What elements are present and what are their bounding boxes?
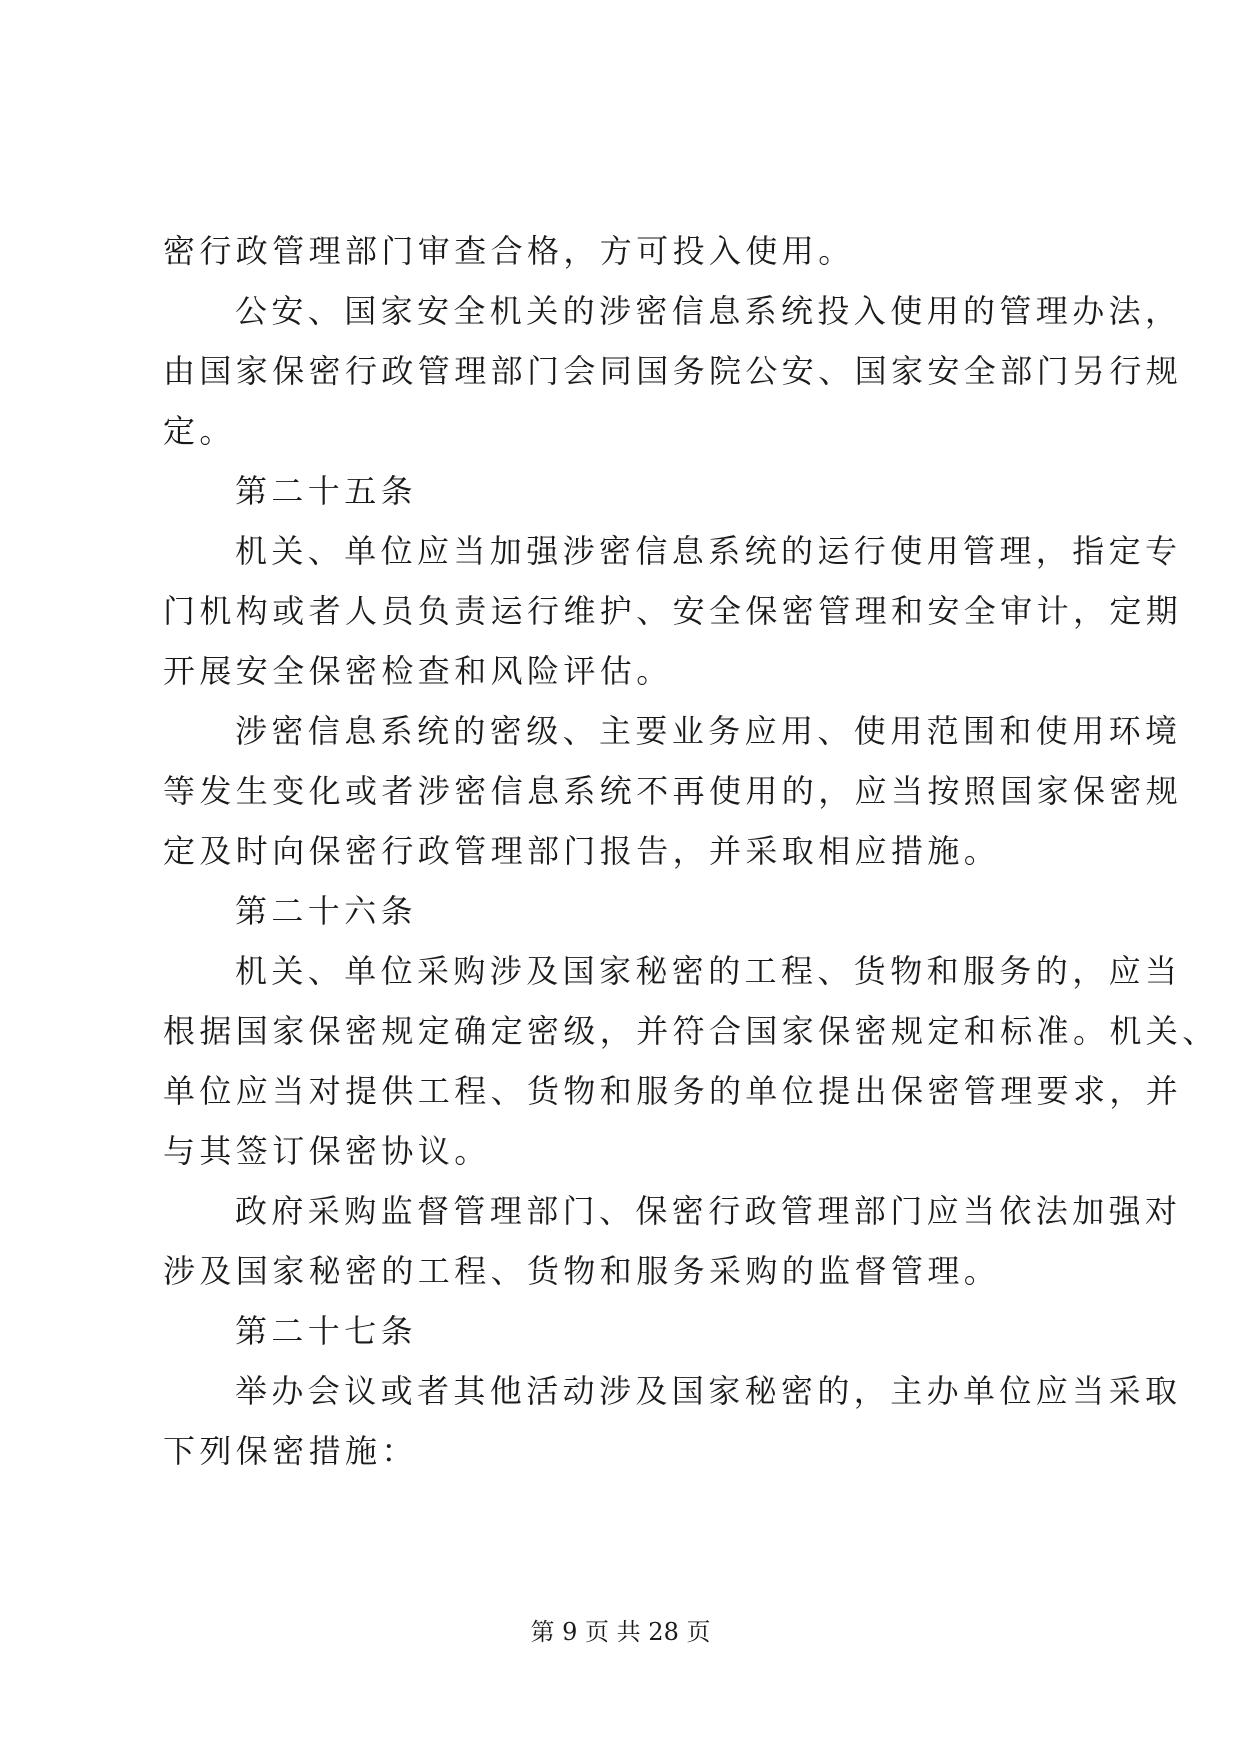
text-line: 密行政管理部门审查合格，方可投入使用。 [163,232,855,270]
document-body [163,221,1219,1481]
page-footer [0,1612,1241,1647]
text-line: 根据国家保密规定确定密级，并符合国家保密规定和标准。机关、 [163,1012,1219,1050]
text-line: 定及时向保密行政管理部门报告，并采取相应措施。 [163,832,1001,870]
text-line: 由国家保密行政管理部门会同国务院公安、国家安全部门另行规 [163,352,1183,390]
text-line: 门机构或者人员负责运行维护、安全保密管理和安全审计，定期 [163,592,1183,630]
text-line: 举办会议或者其他活动涉及国家秘密的，主办单位应当采取 [235,1372,1182,1410]
text-line: 与其签订保密协议。 [163,1132,491,1170]
article-heading: 第二十六条 [235,892,418,930]
text-line: 下列保密措施： [163,1432,418,1470]
article-heading: 第二十五条 [235,472,418,510]
text-line: 机关、单位采购涉及国家秘密的工程、货物和服务的，应当 [235,952,1182,990]
text-line: 公安、国家安全机关的涉密信息系统投入使用的管理办法， [235,292,1182,330]
text-line: 定。 [163,412,236,450]
article-heading: 第二十七条 [235,1312,418,1350]
text-line: 等发生变化或者涉密信息系统不再使用的，应当按照国家保密规 [163,772,1183,810]
text-line: 涉密信息系统的密级、主要业务应用、使用范围和使用环境 [235,712,1182,750]
text-line: 涉及国家秘密的工程、货物和服务采购的监督管理。 [163,1252,1001,1290]
text-line: 开展安全保密检查和风险评估。 [163,652,673,690]
page-number-label: 第 9 页 共 28 页 [530,1618,711,1646]
text-line: 机关、单位应当加强涉密信息系统的运行使用管理，指定专 [235,532,1182,570]
text-line: 单位应当对提供工程、货物和服务的单位提出保密管理要求，并 [163,1072,1183,1110]
text-line: 政府采购监督管理部门、保密行政管理部门应当依法加强对 [235,1192,1182,1230]
